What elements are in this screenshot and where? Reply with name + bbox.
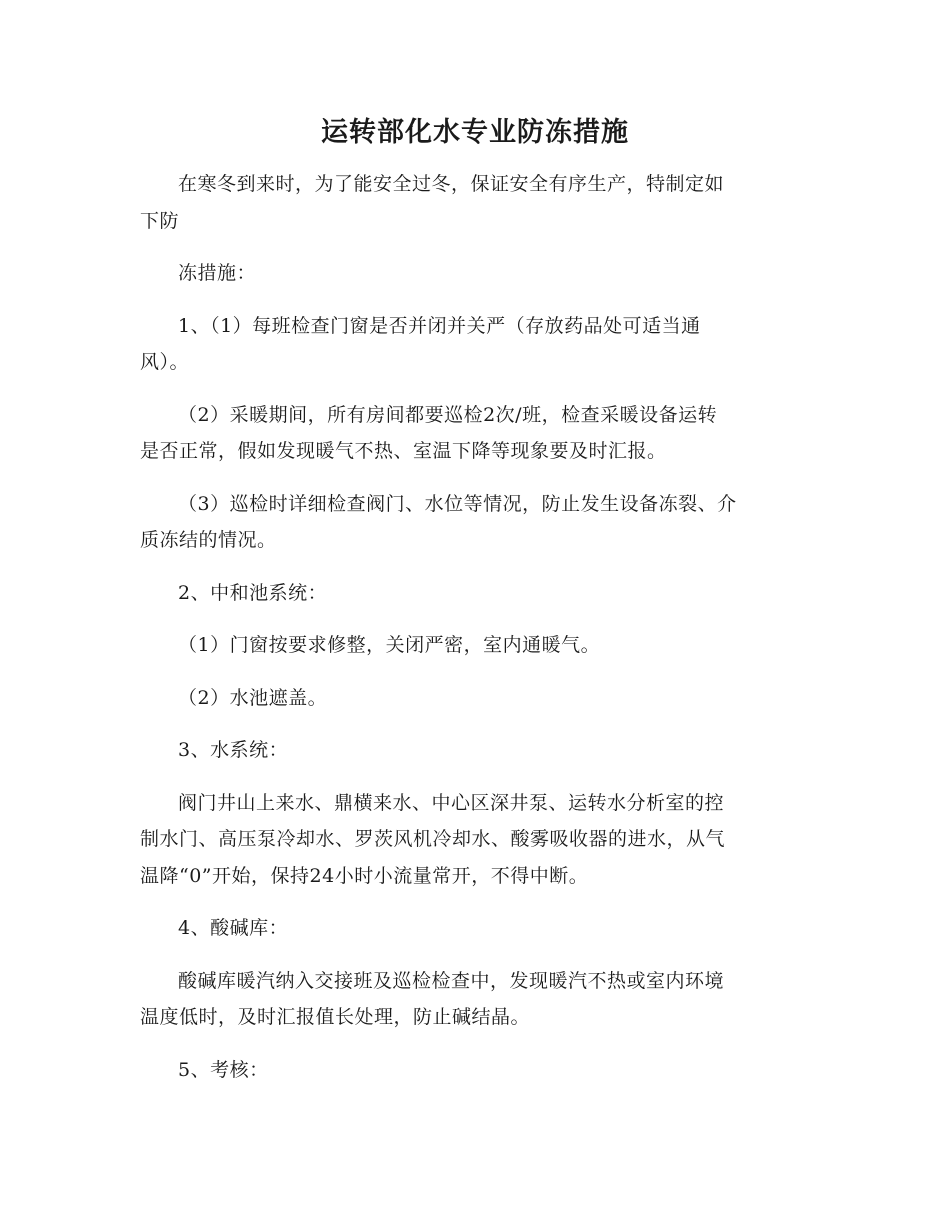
paragraph-line: 阀门井山上来水、鼎横来水、中心区深井泵、运转水分析室的控 [178, 791, 725, 814]
paragraph-measures-heading [140, 255, 805, 292]
paragraph-line: 1、（1）每班检查门窗是否并闭并关严（存放药品处可适当通 [178, 314, 701, 337]
paragraph-item-1-3 [140, 486, 805, 559]
paragraph-section-3 [140, 732, 805, 769]
paragraph-line: 酸碱库暖汽纳入交接班及巡检检查中，发现暖汽不热或室内环境 [178, 969, 725, 992]
paragraph-item-1-1 [140, 308, 805, 381]
paragraph-line: 在寒冬到来时，为了能安全过冬，保证安全有序生产，特制定如 [178, 173, 725, 195]
document-body [140, 166, 805, 1088]
paragraph-section-2 [140, 575, 805, 612]
paragraph-line: 5、考核： [178, 1058, 269, 1081]
document-title: 运转部化水专业防冻措施 [321, 117, 629, 148]
paragraph-line: 温度低时，及时汇报值长处理，防止碱结晶。 [140, 1006, 531, 1028]
paragraph-line: （2）采暖期间，所有房间都要巡检2次/班，检查采暖设备运转 [178, 403, 718, 426]
paragraph-line: 4、酸碱库： [178, 917, 289, 939]
paragraph-intro [140, 166, 805, 239]
paragraph-water-system [140, 785, 805, 895]
paragraph-line: 3、水系统： [178, 739, 289, 761]
paragraph-acid-alkali-store [140, 963, 805, 1036]
paragraph-line: 质冻结的情况。 [140, 529, 277, 551]
paragraph-line: 风）。 [140, 351, 190, 373]
paragraph-line: （3）巡检时详细检查阀门、水位等情况，防止发生设备冻裂、介 [178, 492, 737, 515]
paragraph-line: 制水门、高压泵冷却水、罗茨风机冷却水、酸雾吸收器的进水，从气 [140, 828, 726, 850]
paragraph-line: 温降“0”开始，保持24小时小流量常开，不得中断。 [140, 864, 589, 887]
paragraph-item-2-2 [140, 680, 805, 717]
paragraph-line: 下防 [140, 209, 180, 232]
paragraph-item-1-2 [140, 397, 805, 470]
paragraph-line: 2、中和池系统： [178, 581, 328, 604]
paragraph-line: （1）门窗按要求修整，关闭严密，室内通暖气。 [178, 634, 601, 656]
paragraph-section-4 [140, 910, 805, 947]
paragraph-line: 冻措施： [178, 262, 257, 284]
paragraph-item-2-1 [140, 627, 805, 664]
paragraph-line: 是否正常，假如发现暖气不热、室温下降等现象要及时汇报。 [140, 440, 667, 462]
paragraph-line: （2）水池遮盖。 [178, 686, 328, 709]
paragraph-section-5 [140, 1052, 805, 1089]
